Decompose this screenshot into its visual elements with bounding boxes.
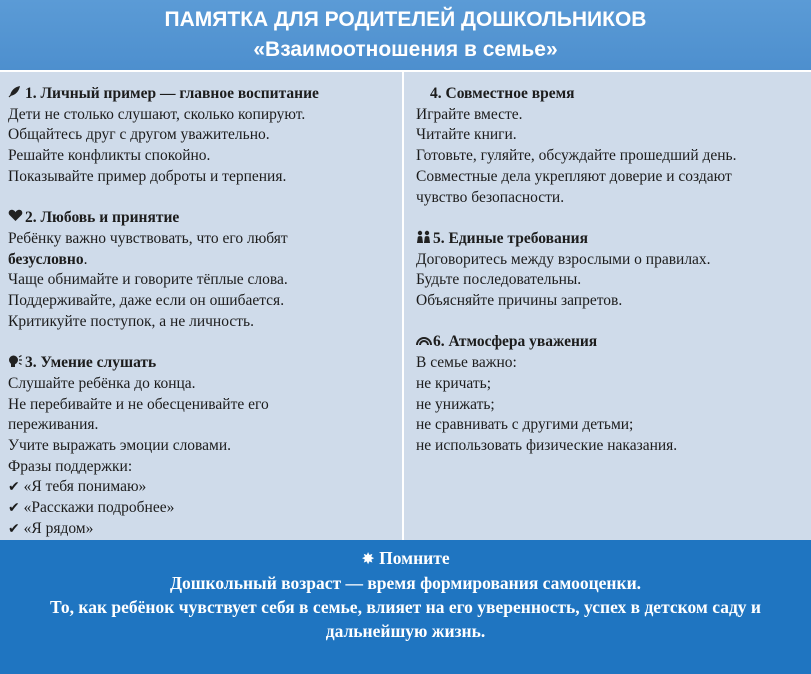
checkmark-icon: ✔ <box>8 520 20 537</box>
rainbow-icon <box>416 332 433 353</box>
section-line: Показывайте пример доброты и терпения. <box>8 167 287 185</box>
heart-icon <box>8 208 25 229</box>
section-heading: 4. Совместное время <box>430 85 575 102</box>
section-line: Договоритесь между взрослыми о правилах. <box>416 250 711 268</box>
support-phrase: ✔ «Расскажи подробнее» <box>8 499 175 517</box>
right-column <box>404 70 811 540</box>
section-line: Поддерживайте, даже если он ошибается. <box>8 292 285 310</box>
leaf-icon <box>8 84 25 105</box>
section-heading: 1. Личный пример — главное воспитание <box>25 85 319 102</box>
section-line: Ребёнку важно чувствовать, что его любят <box>8 229 288 247</box>
content-grid <box>0 70 811 540</box>
page-subtitle: «Взаимоотношения в семье» <box>253 38 558 61</box>
sparkle-icon: ✸ <box>361 549 375 568</box>
section-line: не использовать физические наказания. <box>416 436 678 454</box>
section-line: Играйте вместе. <box>416 105 523 123</box>
section-line: Совместные дела укрепляют доверие и создают чувство безопасности. <box>416 167 732 206</box>
checkmark-icon: ✔ <box>8 500 20 517</box>
section-love-acceptance <box>8 208 398 332</box>
checkmark-icon: ✔ <box>8 479 20 496</box>
section-line: безусловно. <box>8 250 88 268</box>
section-line: не кричать; <box>416 374 492 392</box>
section-time-together <box>416 84 807 208</box>
section-line: Критикуйте поступок, а не личность. <box>8 312 254 330</box>
footer-line: То, как ребёнок чувствует себя в семье, влияет на его уверенность, успех в детском саду и дальнейшую жизнь. <box>49 597 761 641</box>
section-respect <box>416 332 807 456</box>
footer-heading: Помните <box>379 548 450 568</box>
section-heading: 6. Атмосфера уважения <box>433 333 598 351</box>
section-heading: 3. Умение слушать <box>25 354 157 372</box>
section-personal-example <box>8 84 398 188</box>
support-phrase: ✔ «Я рядом» <box>8 519 94 537</box>
section-line: Учите выражать эмоции словами. <box>8 436 232 454</box>
emphasis-text: безусловно <box>8 250 84 268</box>
section-line: Решайте конфликты спокойно. <box>8 147 211 165</box>
speaking-head-icon <box>8 353 25 374</box>
section-line: Не перебивайте и не обесценивайте его переживания. <box>8 395 269 434</box>
section-line: Чаще обнимайте и говорите тёплые слова. <box>8 271 288 289</box>
section-line: Фразы поддержки: <box>8 457 133 475</box>
footer-heading-row <box>10 546 801 571</box>
page-title: ПАМЯТКА ДЛЯ РОДИТЕЛЕЙ ДОШКОЛЬНИКОВ <box>164 8 647 31</box>
support-phrase: ✔ «Я тебя понимаю» <box>8 478 147 496</box>
section-line: Общайтесь друг с другом уважительно. <box>8 126 270 144</box>
section-heading: 2. Любовь и принятие <box>25 209 180 227</box>
people-icon <box>416 229 433 250</box>
section-line: Будьте последовательны. <box>416 271 582 289</box>
footer-banner <box>0 540 811 674</box>
section-line: Объясняйте причины запретов. <box>416 292 623 310</box>
section-line: В семье важно: <box>416 354 517 372</box>
section-unified-rules <box>416 229 807 312</box>
footer-line: Дошкольный возраст — время формирования самооценки. <box>169 573 642 593</box>
section-line: Готовьте, гуляйте, обсуждайте прошедший день. <box>416 147 737 165</box>
section-line: Читайте книги. <box>416 126 517 144</box>
left-column <box>0 70 404 540</box>
section-line: Дети не столько слушают, сколько копируют. <box>8 105 306 123</box>
section-listening <box>8 353 398 539</box>
section-line: не унижать; <box>416 395 495 413</box>
section-heading: 5. Единые требования <box>433 229 588 247</box>
header-banner <box>0 0 811 70</box>
section-line: не сравнивать с другими детьми; <box>416 416 634 434</box>
section-line: Слушайте ребёнка до конца. <box>8 374 196 392</box>
